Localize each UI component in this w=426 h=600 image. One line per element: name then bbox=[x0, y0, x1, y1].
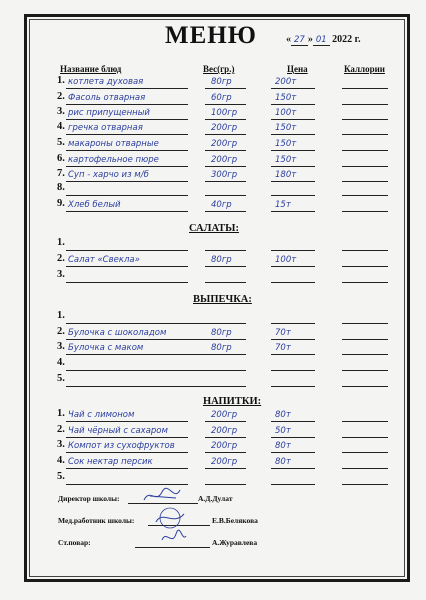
bakery-name-underline bbox=[66, 386, 210, 387]
salads-weight-underline bbox=[205, 250, 246, 251]
main-calories-underline bbox=[342, 119, 388, 120]
salads-calories-underline bbox=[342, 266, 388, 267]
drinks-price-underline bbox=[271, 421, 315, 422]
main-item-name: Суп - харчо из м/б bbox=[68, 170, 149, 180]
main-price-underline bbox=[271, 195, 315, 196]
main-item-name: котлета духовая bbox=[68, 77, 144, 87]
main-calories-underline bbox=[342, 88, 388, 89]
main-name-underline bbox=[66, 166, 188, 167]
drinks-item-name: Сок нектар персик bbox=[68, 457, 153, 467]
bakery-weight-underline bbox=[205, 386, 246, 387]
drinks-calories-underline bbox=[342, 437, 388, 438]
date-open-quote: « bbox=[286, 34, 291, 45]
bakery-row-number: 2. bbox=[57, 326, 65, 337]
main-calories-underline bbox=[342, 166, 388, 167]
main-row-number: 6. bbox=[57, 153, 65, 164]
bakery-price-underline bbox=[271, 370, 315, 371]
main-weight-underline bbox=[205, 88, 246, 89]
drinks-calories-underline bbox=[342, 452, 388, 453]
date-month: 01 bbox=[313, 35, 330, 46]
salads-name-underline bbox=[66, 266, 188, 267]
drinks-item-weight: 200гр bbox=[211, 410, 238, 420]
bakery-name-underline bbox=[66, 339, 210, 340]
drinks-row-number: 5. bbox=[57, 471, 65, 482]
bakery-item-name: Булочка с маком bbox=[68, 343, 144, 353]
header-name: Название блюд bbox=[60, 64, 122, 74]
main-item-name: Хлеб белый bbox=[68, 200, 121, 210]
salads-name-underline bbox=[66, 250, 188, 251]
salads-calories-underline bbox=[342, 282, 388, 283]
bakery-row-number: 3. bbox=[57, 341, 65, 352]
bakery-name-underline bbox=[66, 370, 210, 371]
main-item-name: гречка отварная bbox=[68, 123, 143, 133]
main-price-underline bbox=[271, 211, 315, 212]
salads-weight-underline bbox=[205, 266, 246, 267]
main-item-price: 150т bbox=[275, 139, 297, 149]
bakery-row-number: 5. bbox=[57, 373, 65, 384]
bakery-item-price: 70т bbox=[275, 343, 291, 353]
main-name-underline bbox=[66, 134, 188, 135]
main-calories-underline bbox=[342, 181, 388, 182]
signature-name-director: А.Д.Дулат bbox=[198, 494, 233, 503]
salads-row-number: 2. bbox=[57, 253, 65, 264]
main-price-underline bbox=[271, 150, 315, 151]
drinks-item-price: 80т bbox=[275, 410, 291, 420]
main-item-price: 200т bbox=[275, 77, 297, 87]
signature-label-director: Директор школы: bbox=[58, 494, 120, 503]
main-name-underline bbox=[66, 181, 188, 182]
bakery-row-number: 4. bbox=[57, 357, 65, 368]
section-title-drinks: НАПИТКИ: bbox=[203, 396, 262, 407]
bakery-item-weight: 80гр bbox=[211, 343, 232, 353]
drinks-calories-underline bbox=[342, 468, 388, 469]
signature-label-chef: Ст.повар: bbox=[58, 538, 91, 547]
bakery-name-underline bbox=[66, 323, 210, 324]
drinks-weight-underline bbox=[205, 484, 246, 485]
drinks-item-weight: 200гр bbox=[211, 426, 238, 436]
drinks-weight-underline bbox=[205, 468, 246, 469]
date-day: 27 bbox=[291, 35, 308, 46]
bakery-weight-underline bbox=[205, 354, 246, 355]
drinks-weight-underline bbox=[205, 452, 246, 453]
salads-weight-underline bbox=[205, 282, 246, 283]
main-row-number: 7. bbox=[57, 168, 65, 179]
salads-price-underline bbox=[271, 266, 315, 267]
date-close-quote: » bbox=[307, 34, 313, 45]
drinks-calories-underline bbox=[342, 484, 388, 485]
main-weight-underline bbox=[205, 150, 246, 151]
salads-price-underline bbox=[271, 282, 315, 283]
bakery-item-weight: 80гр bbox=[211, 328, 232, 338]
main-row-number: 4. bbox=[57, 121, 65, 132]
menu-date bbox=[286, 34, 361, 45]
main-name-underline bbox=[66, 150, 188, 151]
main-weight-underline bbox=[205, 181, 246, 182]
main-name-underline bbox=[66, 195, 188, 196]
section-title-salads: САЛАТЫ: bbox=[189, 223, 239, 234]
main-item-price: 150т bbox=[275, 155, 297, 165]
main-calories-underline bbox=[342, 195, 388, 196]
main-name-underline bbox=[66, 104, 188, 105]
drinks-item-price: 50т bbox=[275, 426, 291, 436]
main-weight-underline bbox=[205, 119, 246, 120]
drinks-calories-underline bbox=[342, 421, 388, 422]
main-item-weight: 300гр bbox=[211, 170, 238, 180]
drinks-item-name: Чай чёрный с сахаром bbox=[68, 426, 168, 436]
main-weight-underline bbox=[205, 104, 246, 105]
main-weight-underline bbox=[205, 166, 246, 167]
drinks-price-underline bbox=[271, 452, 315, 453]
drinks-row-number: 1. bbox=[57, 408, 65, 419]
main-price-underline bbox=[271, 104, 315, 105]
main-item-price: 150т bbox=[275, 93, 297, 103]
drinks-name-underline bbox=[66, 452, 188, 453]
bakery-price-underline bbox=[271, 323, 315, 324]
section-title-bakery: ВЫПЕЧКА: bbox=[193, 294, 252, 305]
main-row-number: 5. bbox=[57, 137, 65, 148]
bakery-price-underline bbox=[271, 339, 315, 340]
header-calories: Каллории bbox=[344, 64, 385, 74]
header-price: Цена bbox=[287, 64, 308, 74]
main-row-number: 9. bbox=[57, 198, 65, 209]
main-item-weight: 200гр bbox=[211, 155, 238, 165]
main-item-name: рис припущенный bbox=[68, 108, 150, 118]
salads-row-number: 3. bbox=[57, 269, 65, 280]
main-row-number: 2. bbox=[57, 91, 65, 102]
main-weight-underline bbox=[205, 134, 246, 135]
main-weight-underline bbox=[205, 211, 246, 212]
drinks-row-number: 3. bbox=[57, 439, 65, 450]
drinks-weight-underline bbox=[205, 437, 246, 438]
main-name-underline bbox=[66, 119, 188, 120]
main-price-underline bbox=[271, 166, 315, 167]
main-price-underline bbox=[271, 181, 315, 182]
main-price-underline bbox=[271, 134, 315, 135]
bakery-item-name: Булочка с шоколадом bbox=[68, 328, 167, 338]
drinks-weight-underline bbox=[205, 421, 246, 422]
main-calories-underline bbox=[342, 150, 388, 151]
main-item-price: 100т bbox=[275, 108, 297, 118]
main-name-underline bbox=[66, 88, 188, 89]
school-stamp bbox=[150, 506, 190, 530]
bakery-calories-underline bbox=[342, 323, 388, 324]
main-item-price: 180т bbox=[275, 170, 297, 180]
main-item-weight: 60гр bbox=[211, 93, 232, 103]
main-item-name: макароны отварные bbox=[68, 139, 159, 149]
drinks-name-underline bbox=[66, 421, 188, 422]
bakery-price-underline bbox=[271, 386, 315, 387]
drinks-row-number: 4. bbox=[57, 455, 65, 466]
header-weight: Вес(гр.) bbox=[203, 64, 235, 74]
salads-item-name: Салат «Свекла» bbox=[68, 255, 140, 265]
main-item-weight: 100гр bbox=[211, 108, 238, 118]
drinks-price-underline bbox=[271, 484, 315, 485]
bakery-calories-underline bbox=[342, 370, 388, 371]
salads-item-weight: 80гр bbox=[211, 255, 232, 265]
drinks-item-price: 80т bbox=[275, 457, 291, 467]
main-item-price: 15т bbox=[275, 200, 291, 210]
main-weight-underline bbox=[205, 195, 246, 196]
bakery-calories-underline bbox=[342, 339, 388, 340]
bakery-price-underline bbox=[271, 354, 315, 355]
main-price-underline bbox=[271, 119, 315, 120]
main-item-price: 150т bbox=[275, 123, 297, 133]
bakery-row-number: 1. bbox=[57, 310, 65, 321]
main-item-weight: 80гр bbox=[211, 77, 232, 87]
salads-price-underline bbox=[271, 250, 315, 251]
bakery-weight-underline bbox=[205, 339, 246, 340]
salads-calories-underline bbox=[342, 250, 388, 251]
main-name-underline bbox=[66, 211, 188, 212]
main-item-weight: 200гр bbox=[211, 139, 238, 149]
bakery-weight-underline bbox=[205, 370, 246, 371]
drinks-price-underline bbox=[271, 437, 315, 438]
main-calories-underline bbox=[342, 134, 388, 135]
signature-name-medic: Е.В.Белякова bbox=[212, 516, 258, 525]
drinks-item-name: Компот из сухофруктов bbox=[68, 441, 175, 451]
signature-name-chef: А.Журавлева bbox=[212, 538, 258, 547]
drinks-row-number: 2. bbox=[57, 424, 65, 435]
salads-name-underline bbox=[66, 282, 188, 283]
drinks-name-underline bbox=[66, 484, 188, 485]
bakery-item-price: 70т bbox=[275, 328, 291, 338]
main-item-name: картофельное пюре bbox=[68, 155, 159, 165]
drinks-item-name: Чай с лимоном bbox=[68, 410, 135, 420]
main-calories-underline bbox=[342, 211, 388, 212]
signature-label-medic: Мед.работник школы: bbox=[58, 516, 135, 525]
page-title: МЕНЮ bbox=[165, 22, 257, 49]
main-item-weight: 40гр bbox=[211, 200, 232, 210]
salads-row-number: 1. bbox=[57, 237, 65, 248]
main-row-number: 3. bbox=[57, 106, 65, 117]
bakery-weight-underline bbox=[205, 323, 246, 324]
bakery-calories-underline bbox=[342, 354, 388, 355]
main-calories-underline bbox=[342, 104, 388, 105]
drinks-item-weight: 200гр bbox=[211, 457, 238, 467]
bakery-calories-underline bbox=[342, 386, 388, 387]
salads-item-price: 100т bbox=[275, 255, 297, 265]
main-item-weight: 200гр bbox=[211, 123, 238, 133]
director-signature-scribble bbox=[140, 486, 184, 506]
drinks-item-price: 80т bbox=[275, 441, 291, 451]
drinks-item-weight: 200гр bbox=[211, 441, 238, 451]
drinks-name-underline bbox=[66, 437, 188, 438]
main-row-number: 1. bbox=[57, 75, 65, 86]
main-item-name: Фасоль отварная bbox=[68, 93, 146, 103]
main-price-underline bbox=[271, 88, 315, 89]
main-row-number: 8. bbox=[57, 182, 65, 193]
date-year: 2022 г. bbox=[332, 34, 361, 45]
drinks-price-underline bbox=[271, 468, 315, 469]
bakery-name-underline bbox=[66, 354, 210, 355]
drinks-name-underline bbox=[66, 468, 188, 469]
chef-signature-scribble bbox=[158, 528, 188, 548]
